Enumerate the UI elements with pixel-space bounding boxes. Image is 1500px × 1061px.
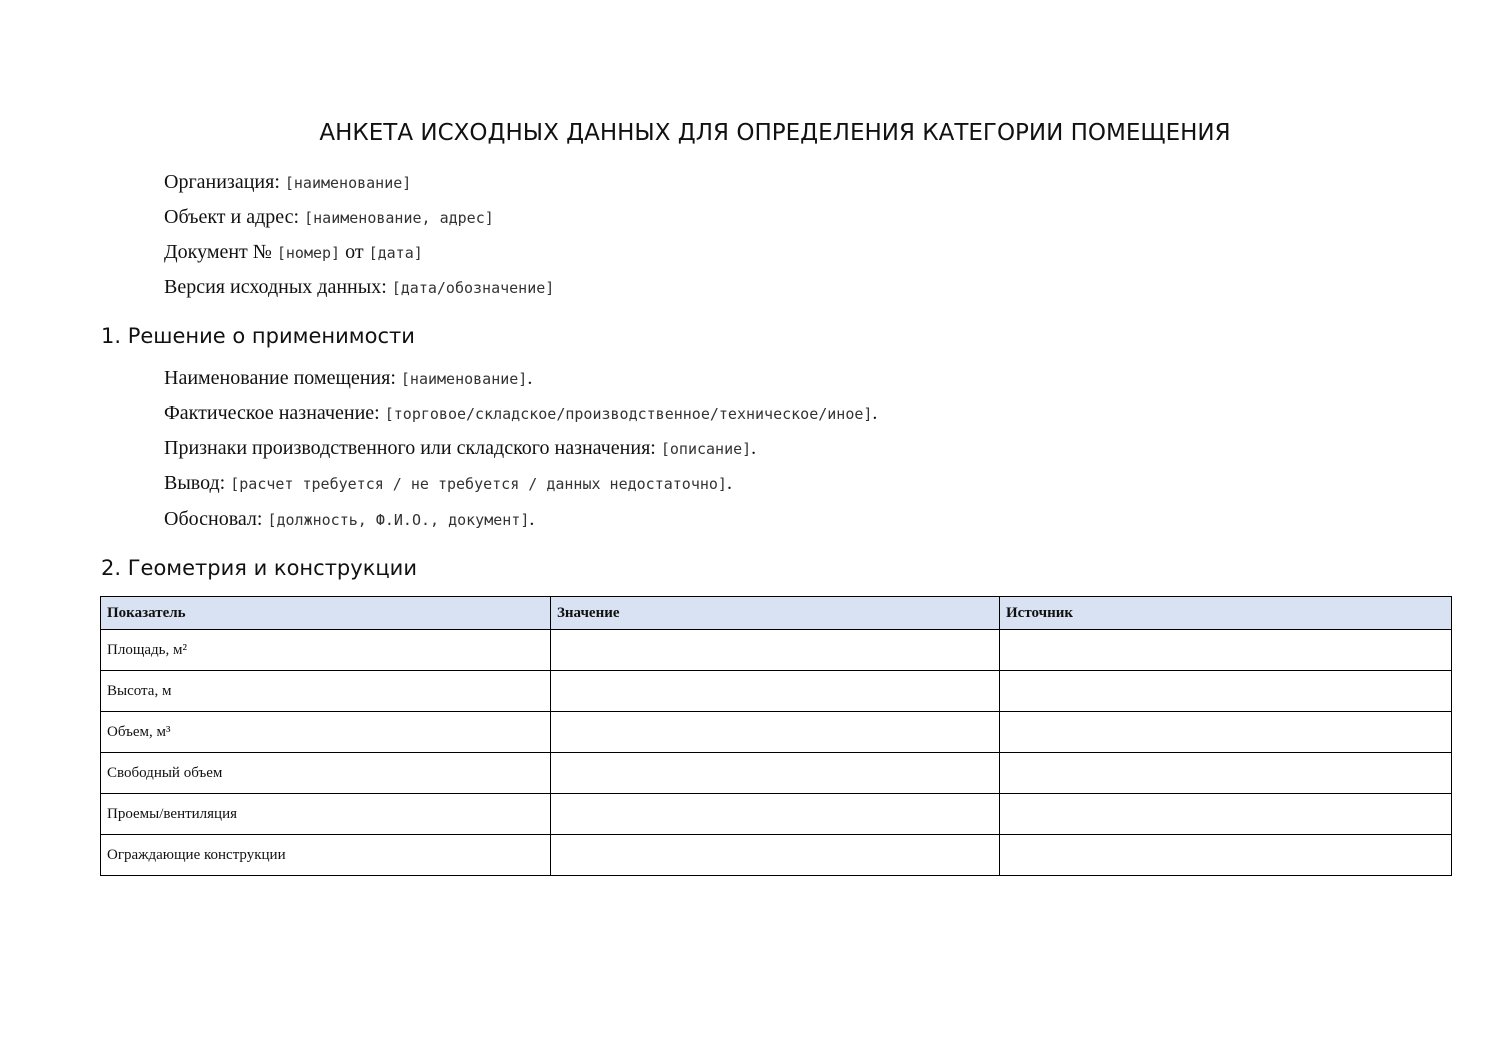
table-row [101,835,1452,876]
field-placeholder[interactable]: [дата/обозначение] [391,279,555,297]
table-cell-value[interactable] [551,835,1000,876]
table-cell-source[interactable] [1000,753,1452,794]
field-label: Версия исходных данных: [164,276,387,298]
column-header-indicator: Показатель [101,597,551,630]
table-cell-indicator: Площадь, м² [101,630,551,671]
field-room-name [164,366,532,391]
table-cell-value[interactable] [551,671,1000,712]
field-suffix: . [872,402,878,424]
field-placeholder[interactable]: [описание] [660,440,752,458]
document-title: АНКЕТА ИСХОДНЫХ ДАННЫХ ДЛЯ ОПРЕДЕЛЕНИЯ КАТЕГОРИИ ПОМЕЩЕНИЯ [319,120,1231,146]
table-cell-indicator: Свободный объем [101,753,551,794]
table-row [101,671,1452,712]
field-suffix: . [529,508,535,530]
field-actual-purpose [164,401,877,426]
field-justified-by [164,507,534,532]
table-cell-indicator: Объем, м³ [101,712,551,753]
field-label: Наименование помещения: [164,367,396,389]
table-cell-value[interactable] [551,630,1000,671]
field-document-number [164,240,423,265]
field-suffix: . [726,472,732,494]
section-2-heading: 2. Геометрия и конструкции [101,556,417,580]
field-label: Обосновал: [164,508,263,530]
table-row [101,712,1452,753]
section-1-heading: 1. Решение о применимости [101,324,415,348]
field-placeholder[interactable]: [номер] [276,244,341,262]
table-cell-indicator: Ограждающие конструкции [101,835,551,876]
table-cell-source[interactable] [1000,712,1452,753]
table-cell-indicator: Проемы/вентиляция [101,794,551,835]
field-purpose-signs [164,436,756,461]
field-placeholder[interactable]: [торговое/складское/производственное/техническое/иное] [384,405,873,423]
field-label: Документ № [164,241,272,263]
field-placeholder[interactable]: [наименование] [284,174,412,192]
field-organization [164,170,411,195]
table-cell-value[interactable] [551,753,1000,794]
table-cell-indicator: Высота, м [101,671,551,712]
table-cell-source[interactable] [1000,794,1452,835]
table-row [101,630,1452,671]
table-cell-source[interactable] [1000,630,1452,671]
field-label: Вывод: [164,472,226,494]
table-cell-value[interactable] [551,794,1000,835]
table-cell-value[interactable] [551,712,1000,753]
field-label: Объект и адрес: [164,206,300,228]
column-header-value: Значение [551,597,1000,630]
field-suffix: . [751,437,757,459]
field-label: Признаки производственного или складского назначения: [164,437,656,459]
column-header-source: Источник [1000,597,1452,630]
table-row [101,753,1452,794]
field-conclusion [164,471,732,496]
field-placeholder[interactable]: [должность, Ф.И.О., документ] [267,511,530,529]
field-placeholder-date[interactable]: [дата] [368,244,423,262]
table-cell-source[interactable] [1000,671,1452,712]
geometry-table [100,596,1452,876]
table-header-row [101,597,1452,630]
field-placeholder[interactable]: [наименование, адрес] [304,209,494,227]
field-data-version [164,275,554,300]
field-object-address [164,205,494,230]
field-label: Фактическое назначение: [164,402,380,424]
field-label: Организация: [164,171,280,193]
field-placeholder[interactable]: [наименование] [400,370,528,388]
field-suffix: . [527,367,533,389]
field-connector: от [345,241,364,263]
table-cell-source[interactable] [1000,835,1452,876]
table-row [101,794,1452,835]
field-placeholder[interactable]: [расчет требуется / не требуется / данных недостаточно] [230,475,727,493]
